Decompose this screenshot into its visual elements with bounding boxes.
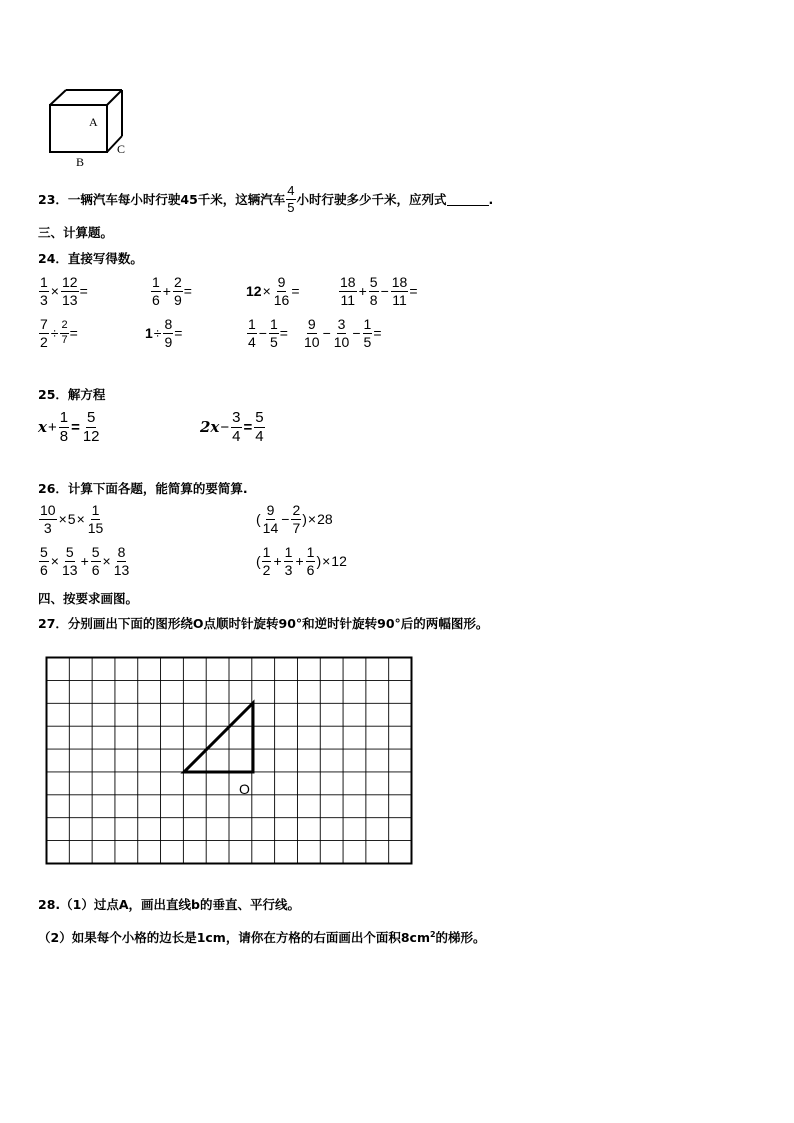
triangle-shape bbox=[184, 703, 253, 772]
q26-expression-2: ( $\frac{9}{14}$ − $\frac{2}{7}$ ) × 28 bbox=[256, 502, 333, 536]
q24-item-1: $\frac{1}{3}$ × $\frac{12}{13}$ = bbox=[40, 274, 88, 308]
cube-label-a: A bbox=[89, 115, 98, 129]
q24-item-3: 12 × $\frac{9}{16}$ = bbox=[246, 274, 300, 308]
q23-end: . bbox=[488, 191, 494, 207]
question-25-title: 25．解方程 bbox=[38, 387, 106, 402]
q28-part-2-text: （2）如果每个小格的边长是1cm，请你在方格的右面画出个面积8cm bbox=[38, 930, 430, 945]
question-23 bbox=[38, 184, 493, 214]
q23-frac-den: 5 bbox=[287, 199, 295, 215]
q28-superscript: 2 bbox=[429, 929, 436, 939]
q26-expression-3: $\frac{5}{6}$ × $\frac{5}{13}$ + $\frac{5}{6}$ × $\frac{8}{13}$ bbox=[40, 544, 130, 578]
section-4-heading: 四、按要求画图。 bbox=[38, 591, 139, 606]
q25-equation-1: x + $\frac{1}{8}$ = $\frac{5}{12}$ bbox=[38, 409, 100, 445]
cube-label-b: B bbox=[76, 155, 85, 169]
q24-item-7: $\frac{1}{4}$ − $\frac{1}{5}$ = bbox=[248, 316, 288, 350]
question-26-title: 26．计算下面各题，能简算的要简算. bbox=[38, 481, 248, 496]
cube-label-c: C bbox=[117, 142, 126, 156]
question-28-part-2 bbox=[38, 928, 486, 946]
q25-equation-2: 2x − $\frac{3}{4}$ = $\frac{5}{4}$ bbox=[200, 409, 264, 445]
question-27-text: 27．分别画出下面的图形绕O点顺时针旋转90°和逆时针旋转90°后的两幅图形。 bbox=[38, 616, 489, 631]
q23-prefix: 23．一辆汽车每小时行驶45千米，这辆汽车 bbox=[38, 192, 286, 208]
q24-item-4: $\frac{18}{11}$ + $\frac{5}{8}$ − $\frac{18}{11}$ = bbox=[340, 274, 418, 308]
q26-expression-1: $\frac{10}{3}$ × 5 × $\frac{1}{15}$ bbox=[40, 502, 104, 536]
q28-part-2-end: 的梯形。 bbox=[435, 930, 486, 945]
q26-expression-4: ( $\frac{1}{2}$ + $\frac{1}{3}$ + $\frac{1}{6}$ ) × 12 bbox=[256, 544, 347, 578]
q23-suffix: 小时行驶多少千米，应列式 bbox=[296, 192, 447, 208]
q23-fraction bbox=[286, 184, 295, 214]
rotation-grid[interactable] bbox=[45, 656, 415, 866]
q24-item-8: $\frac{9}{10}$ − $\frac{3}{10}$ − $\frac{1}{5}$ = bbox=[304, 316, 382, 350]
section-3-heading: 三、计算题。 bbox=[38, 225, 114, 240]
q24-item-2: $\frac{1}{6}$ + $\frac{2}{9}$ = bbox=[152, 274, 192, 308]
cube-figure bbox=[44, 86, 134, 172]
q24-item-5: $\frac{7}{2}$ ÷ $\frac{2}{7}$ = bbox=[40, 316, 78, 350]
q24-item-6: 1 ÷ $\frac{8}{9}$ = bbox=[145, 316, 183, 350]
question-28-part-1: 28.（1）过点A，画出直线b的垂直、平行线。 bbox=[38, 897, 300, 912]
q23-frac-num: 4 bbox=[287, 183, 295, 198]
question-24-title: 24．直接写得数。 bbox=[38, 251, 143, 266]
rotation-point-label: O bbox=[239, 781, 250, 797]
q23-answer-blank[interactable] bbox=[447, 193, 489, 206]
